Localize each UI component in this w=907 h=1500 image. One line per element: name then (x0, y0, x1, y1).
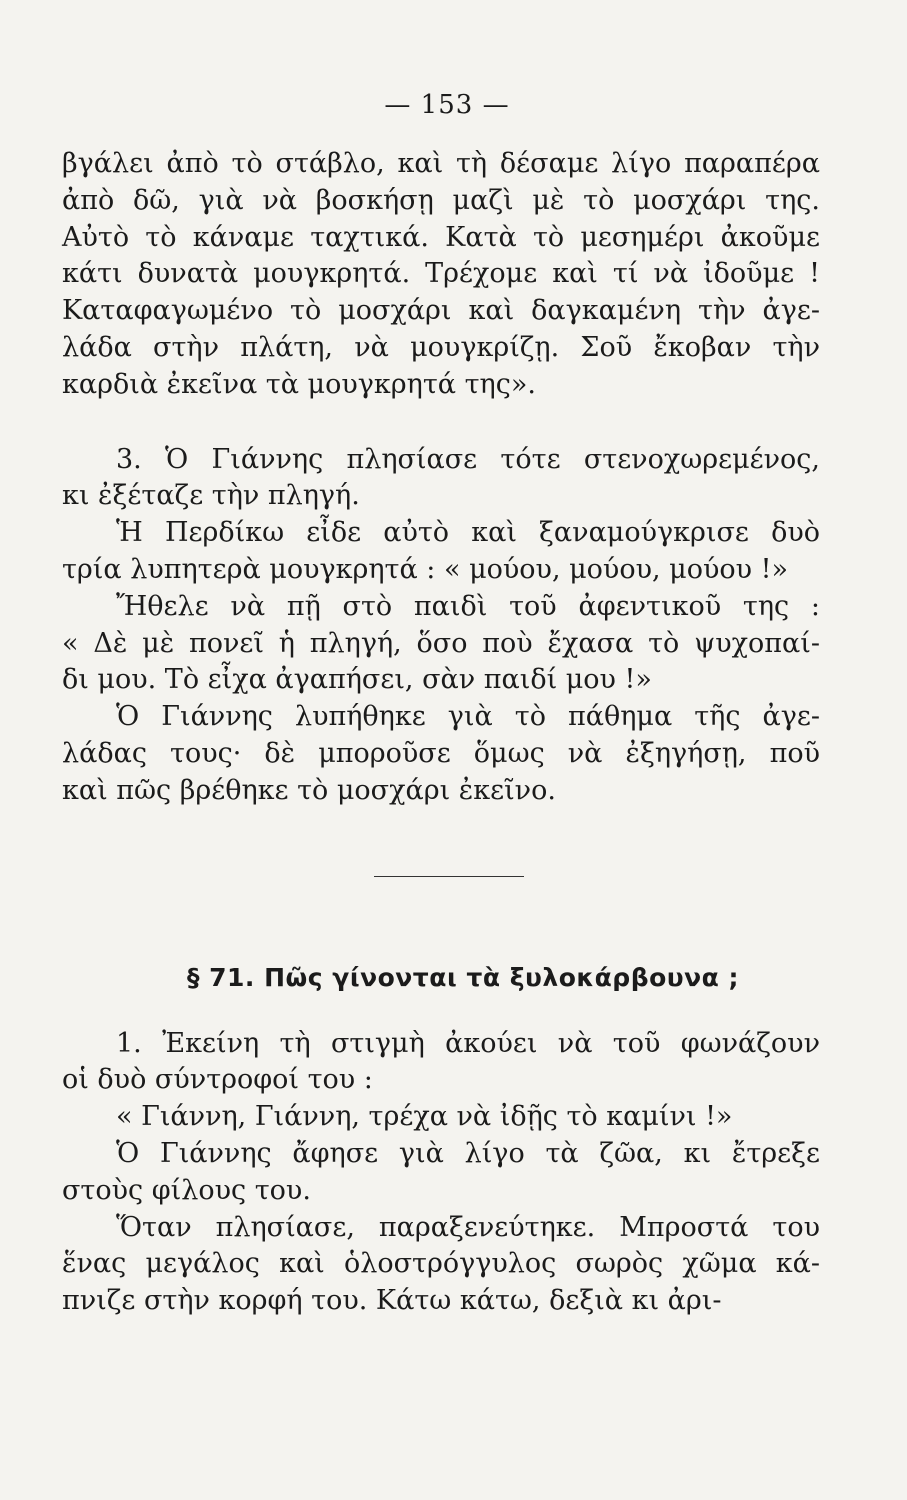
text-line: Ἡ Περδίκω εἶδε αὐτὸ καὶ ξαναμούγκρισε δυὸ (116, 517, 820, 549)
text-line: βγάλει ἀπὸ τὸ στάβλο, καὶ τὴ δέσαμε λίγο παραπέρα (62, 148, 820, 179)
text-line: Ὁ Γιάννης ἄφησε γιὰ λίγο τὰ ζῶα, κι ἔτρεξε (116, 1137, 820, 1169)
text-line: ἀπὸ δῶ, γιὰ νὰ βοσκήσῃ μαζὶ μὲ τὸ μοσχάρι της. (62, 184, 820, 216)
text-line: Ὅταν πλησίασε, παραξενεύτηκε. Μπροστά του (116, 1211, 820, 1243)
page-number: — 153 — (384, 90, 510, 120)
body-text-top (62, 146, 820, 810)
text-line: πνιζε στὴν κορφή του. Κάτω κάτω, δεξιὰ κι ἀρι- (62, 1285, 722, 1317)
text-line: 3. Ὁ Γιάννης πλησίασε τότε στενοχωρεμένος, (116, 443, 820, 475)
paragraph (62, 1136, 820, 1210)
section-heading: § 71. Πῶς γίνονται τὰ ξυλοκάρβουνα ; (186, 962, 740, 992)
paragraph (62, 1026, 820, 1100)
text-line: λάδας τους· δὲ μποροῦσε ὅμως νὰ ἐξηγήσῃ, ποῦ (62, 737, 820, 769)
text-line: λάδα στὴν πλάτη, νὰ μουγκρίζῃ. Σοῦ ἔκοβαν τὴν (62, 331, 820, 363)
paragraph (62, 515, 820, 589)
text-line: Αὐτὸ τὸ κάναμε ταχτικά. Κατὰ τὸ μεσημέρι ἀκοῦμε (62, 221, 820, 253)
book-page (62, 90, 820, 1320)
paragraph (62, 589, 820, 699)
text-line: καρδιὰ ἐκεῖνα τὰ μουγκρητά της». (62, 368, 536, 400)
paragraph (62, 699, 820, 809)
text-line: ἕνας μεγάλος καὶ ὁλοστρόγγυλος σωρὸς χῶμα κά- (62, 1248, 820, 1280)
paragraph (62, 146, 820, 404)
text-line: κάτι δυνατὰ μουγκρητά. Τρέχομε καὶ τί νὰ ἰδοῦμε ! (62, 258, 820, 290)
paragraph (62, 1210, 820, 1320)
paragraph (62, 1099, 820, 1136)
paragraph (62, 442, 820, 516)
body-text-bottom (62, 1026, 820, 1320)
text-line: οἱ δυὸ σύντροφοί του : (62, 1064, 373, 1096)
text-line: Ἤθελε νὰ πῇ στὸ παιδὶ τοῦ ἀφεντικοῦ της : (116, 590, 820, 622)
text-line: τρία λυπητερὰ μουγκρητά : « μούου, μούου, μούου !» (62, 553, 789, 585)
text-line: « Δὲ μὲ πονεῖ ἡ πληγή, ὅσο ποὺ ἔχασα τὸ ψυχοπαί- (62, 627, 820, 659)
text-line: « Γιάννη, Γιάννη, τρέχα νὰ ἰδῇς τὸ καμίνι !» (116, 1101, 733, 1133)
text-line: 1. Ἐκείνη τὴ στιγμὴ ἀκούει νὰ τοῦ φωνάζουν (116, 1027, 820, 1059)
text-line: Ὁ Γιάννης λυπήθηκε γιὰ τὸ πάθημα τῆς ἀγε- (116, 701, 820, 733)
text-line: κι ἐξέταζε τὴν πληγή. (62, 480, 360, 512)
text-line: Καταφαγωμένο τὸ μοσχάρι καὶ δαγκαμένη τὴν ἀγε- (62, 295, 820, 327)
text-line: δι μου. Τὸ εἶχα ἀγαπήσει, σὰν παιδί μου !» (62, 664, 652, 696)
text-line: καὶ πῶς βρέθηκε τὸ μοσχάρι ἐκεῖνο. (62, 774, 556, 806)
text-line: στοὺς φίλους του. (62, 1174, 311, 1206)
section-divider (374, 876, 524, 877)
